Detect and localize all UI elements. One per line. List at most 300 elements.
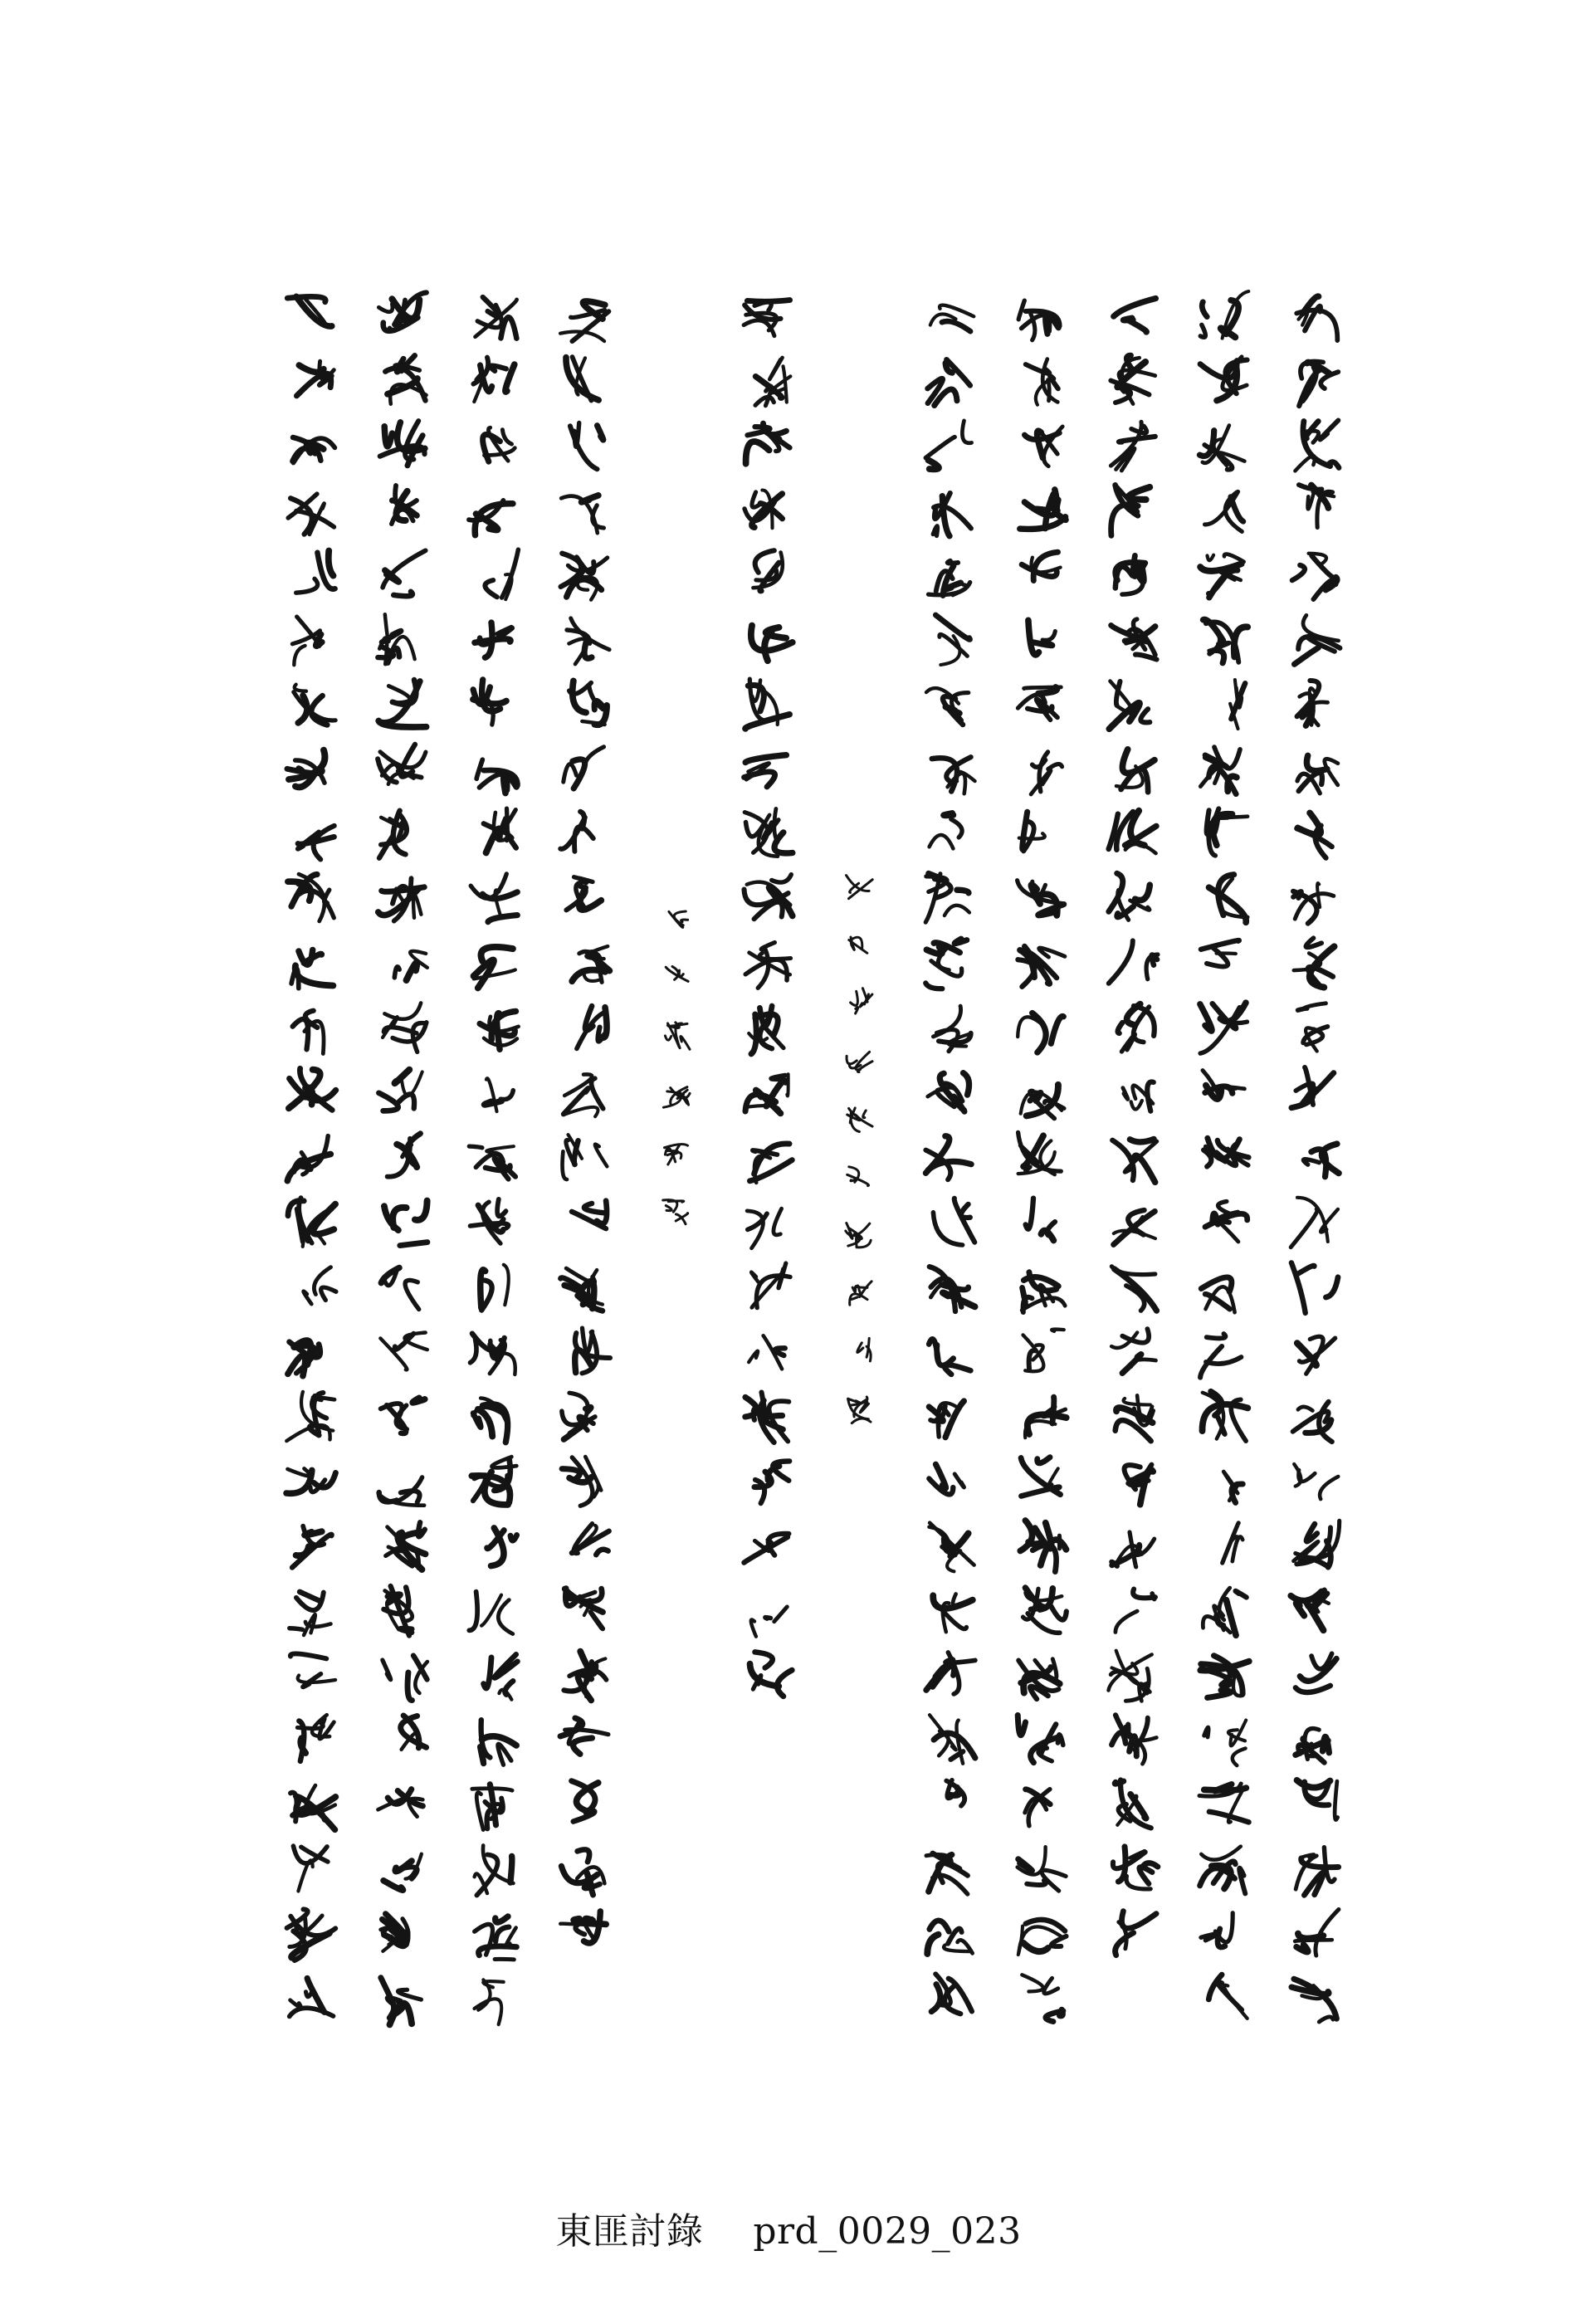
ink-stroke [954,1474,964,1487]
ink-stroke [1057,510,1066,520]
ink-stroke [1202,302,1207,317]
ink-stroke [751,1619,756,1636]
handwritten-character [847,876,873,899]
handwritten-character [848,1397,871,1423]
ink-stroke [315,634,322,646]
handwritten-character [1200,291,1248,339]
handwritten-character [287,1136,330,1181]
ink-stroke [381,1928,387,1933]
ink-stroke [476,1793,483,1830]
handwritten-character [471,874,517,922]
handwritten-character [1114,1210,1155,1245]
handwritten-character [1114,299,1156,333]
handwritten-character [560,1268,603,1311]
handwritten-character [925,1136,971,1179]
handwritten-character [286,1468,335,1493]
ink-stroke [1295,1940,1332,1941]
ink-stroke [564,764,577,783]
ink-stroke [496,1916,508,1922]
ink-stroke [1116,567,1132,588]
ink-stroke [1052,1397,1054,1423]
ink-stroke [510,1856,512,1882]
handwritten-character [1201,1913,1233,1947]
handwritten-character [474,947,515,988]
handwritten-character [932,757,975,793]
handwritten-character [378,293,427,331]
ink-stroke [1122,1355,1141,1374]
ink-stroke [927,1935,938,1954]
handwritten-character [1018,300,1059,340]
ink-stroke [1218,817,1247,818]
handwritten-character [469,1592,513,1634]
handwritten-character [1296,1728,1329,1762]
handwritten-character [1291,1979,1336,2022]
handwritten-character [926,688,969,725]
ink-stroke [856,1008,858,1013]
ink-stroke [1220,1003,1246,1022]
handwritten-character [1116,555,1145,594]
handwritten-character [847,1108,872,1132]
ink-stroke [1042,1870,1066,1891]
ink-stroke [413,1398,425,1403]
ink-stroke [1204,1727,1208,1737]
handwritten-character [1296,1653,1336,1692]
handwritten-character [1111,485,1150,535]
handwritten-character [1223,1472,1243,1502]
page-footer [0,2201,1577,2254]
handwritten-character [749,1006,784,1054]
handwritten-character [1200,1847,1246,1894]
ink-stroke [1048,764,1062,769]
ink-stroke [492,1457,517,1467]
ink-stroke [679,970,683,977]
handwritten-character [566,357,598,401]
document-title: 東匪討錄 [555,2210,704,2253]
ink-stroke [931,1985,940,2012]
ink-stroke [598,426,603,440]
handwritten-character [298,826,334,860]
ink-stroke [772,875,792,883]
ink-stroke [925,984,942,989]
manuscript-column [846,876,872,1423]
handwritten-character [1109,681,1150,730]
handwritten-character [561,496,603,533]
handwritten-character [930,813,962,849]
ink-stroke [1130,1139,1154,1142]
handwritten-character [745,1074,788,1113]
ink-stroke [863,1111,866,1118]
ink-stroke [775,1348,785,1355]
handwritten-character [926,1853,968,1894]
ink-stroke [1298,1407,1313,1411]
handwritten-character [1299,485,1334,527]
handwritten-character [287,750,325,788]
handwritten-character [378,878,425,920]
handwritten-character [378,1477,424,1506]
handwritten-character [380,1333,427,1370]
ink-stroke [298,1860,312,1891]
handwritten-character [560,301,608,341]
ink-stroke [583,1328,593,1352]
handwritten-character [1207,808,1247,855]
handwritten-character [1200,554,1243,598]
handwritten-character [930,1715,975,1764]
ink-stroke [304,1291,312,1304]
handwritten-character [481,1265,509,1311]
handwritten-character [1297,681,1328,725]
handwritten-character [564,1652,607,1701]
ink-stroke [942,321,970,331]
ink-stroke [745,1397,758,1417]
handwritten-character [401,1716,427,1750]
ink-stroke [1147,1082,1154,1111]
ink-stroke [469,1146,482,1148]
ink-stroke [1208,1690,1231,1697]
ink-stroke [1306,938,1321,947]
handwritten-character [484,1654,518,1699]
handwritten-character [1111,1267,1156,1311]
manuscript-column [469,297,519,2024]
handwritten-character [1116,749,1155,793]
ink-stroke [1140,709,1150,722]
ink-stroke [1112,1140,1134,1180]
handwritten-character [472,1784,512,1830]
handwritten-character [570,423,603,470]
ink-stroke [1116,1611,1137,1632]
handwritten-character [381,1267,418,1309]
handwritten-character [1116,1395,1154,1441]
handwritten-character [483,427,515,461]
handwritten-character [379,811,407,858]
page-code: prd_0029_023 [753,2210,1022,2253]
handwritten-character [1295,1910,1339,1956]
ink-stroke [774,1208,782,1235]
ink-stroke [591,1078,603,1108]
ink-stroke [595,1144,608,1166]
ink-stroke [1239,1868,1245,1894]
handwritten-character [747,1208,782,1248]
ink-stroke [1130,1736,1137,1756]
ink-stroke [1321,372,1338,388]
handwritten-character [1294,1521,1340,1567]
handwritten-character [745,943,790,989]
handwritten-character [1109,873,1150,920]
ink-stroke [415,1201,427,1220]
ink-stroke [398,1990,421,1999]
handwritten-character [1291,1590,1329,1630]
handwritten-character [1208,1975,1247,2019]
handwritten-character [475,1916,517,1960]
handwritten-character [669,911,688,927]
ink-stroke [1042,632,1055,641]
handwritten-character [288,494,334,535]
handwritten-character [383,550,426,596]
handwritten-character [1022,1975,1063,2021]
ink-stroke [383,550,426,588]
handwritten-character [1123,1082,1154,1111]
handwritten-character [1018,946,1065,987]
ink-stroke [407,963,417,980]
handwritten-character [1021,1085,1064,1119]
handwritten-character [473,1399,508,1443]
handwritten-character [846,1223,871,1247]
ink-stroke [321,1287,336,1300]
ink-stroke [1233,1749,1246,1766]
handwritten-character [383,1656,427,1701]
ink-stroke [400,1243,427,1246]
ink-stroke [469,1592,477,1631]
handwritten-character [751,1607,788,1637]
handwritten-character [1115,1780,1150,1828]
handwritten-character [930,1267,975,1311]
handwritten-character [1200,1656,1249,1698]
handwritten-character [475,1845,514,1895]
handwritten-character [925,421,971,469]
ink-stroke [585,1407,591,1412]
handwritten-character [297,1715,334,1761]
ink-stroke [860,1282,872,1297]
handwritten-character [475,1980,504,2024]
handwritten-character [928,1073,969,1112]
handwritten-character [485,549,518,599]
ink-stroke [1235,680,1238,701]
handwritten-character [933,1006,970,1052]
ink-stroke [1044,1978,1058,1994]
ink-stroke [1051,1017,1063,1044]
ink-stroke [1033,642,1052,645]
handwritten-character [849,937,867,953]
handwritten-character [1025,1789,1050,1826]
ink-stroke [747,300,789,302]
handwritten-character [386,1522,426,1570]
handwritten-character [1019,812,1045,851]
handwritten-character [946,1780,964,1806]
ink-stroke [1151,954,1157,964]
handwritten-character [1023,1588,1067,1633]
handwritten-character [751,1263,790,1308]
ink-stroke [1200,1004,1212,1031]
ink-stroke [1218,1982,1242,2010]
ink-stroke [926,1660,953,1691]
handwritten-character [745,875,793,920]
handwritten-character [1018,1716,1063,1763]
handwritten-character [753,550,782,591]
handwritten-character [1111,355,1155,403]
handwritten-character [751,626,793,661]
handwritten-character [850,1282,872,1305]
ink-stroke [290,2000,301,2008]
handwritten-character [471,1457,516,1505]
handwritten-character [1294,938,1335,987]
handwritten-character [755,358,790,406]
handwritten-character [929,1464,964,1494]
ink-stroke [300,1592,320,1601]
ink-stroke [1128,320,1147,333]
handwritten-character [487,1528,517,1566]
ink-stroke [497,1199,505,1216]
ink-stroke [1298,1934,1324,1939]
handwritten-character [292,617,322,665]
ink-stroke [1117,906,1134,917]
handwritten-character [1031,752,1062,794]
ink-stroke [378,304,393,312]
ink-stroke [749,1351,758,1363]
ink-stroke [1298,1008,1307,1010]
ink-stroke [1316,1910,1339,1956]
ink-stroke [1296,1603,1305,1615]
ink-stroke [1131,1101,1142,1110]
handwritten-character [1112,1139,1157,1182]
ink-stroke [1292,565,1305,580]
ink-stroke [933,1213,962,1245]
ink-stroke [1130,811,1145,846]
handwritten-character [572,1781,598,1822]
handwritten-character [563,1135,608,1179]
ink-stroke [1123,1088,1128,1100]
ink-stroke [753,1150,778,1155]
ink-stroke [505,1928,515,1947]
ink-stroke [1060,2009,1063,2015]
ink-stroke [573,681,586,712]
handwritten-character [851,989,872,1013]
handwritten-character [1297,1336,1335,1374]
handwritten-character [288,1340,320,1376]
handwritten-character [480,1011,519,1049]
ink-stroke [1218,1202,1232,1215]
manuscript-column [744,300,793,1697]
handwritten-character [378,745,426,784]
handwritten-character [473,358,514,402]
ink-stroke [925,437,954,458]
handwritten-character [296,361,334,396]
handwritten-character [484,808,516,852]
ink-stroke [1140,1867,1153,1883]
ink-stroke [666,1206,671,1211]
handwritten-character [746,423,790,464]
ink-stroke [384,427,392,447]
ink-stroke [1326,1277,1338,1297]
ink-stroke [1317,883,1320,907]
handwritten-character [293,1011,324,1054]
handwritten-character [290,1979,334,2017]
ink-stroke [1236,1591,1247,1598]
handwritten-character [481,1720,517,1765]
ink-stroke [1039,948,1065,957]
ink-stroke [1134,1007,1150,1042]
ink-stroke [1143,1863,1158,1867]
handwritten-character [1200,357,1247,401]
ink-stroke [484,1658,491,1688]
ink-stroke [379,1492,397,1502]
ink-stroke [1023,1943,1048,1951]
handwritten-character [392,486,417,524]
handwritten-character [1296,813,1331,857]
handwritten-character [745,679,789,729]
ink-stroke [473,1413,481,1428]
ink-stroke [1018,1716,1025,1736]
ink-stroke [502,430,511,444]
handwritten-character [744,300,790,336]
ink-stroke [1320,420,1338,439]
handwritten-character [1018,1132,1062,1174]
handwritten-character [294,685,335,725]
ink-stroke [408,1672,412,1701]
ink-stroke [1296,1266,1314,1275]
ink-stroke [574,423,579,447]
ink-stroke [847,1056,857,1063]
ink-stroke [378,1093,398,1111]
ink-stroke [584,1204,605,1213]
ink-stroke [1109,940,1133,983]
handwritten-character [857,1338,871,1361]
handwritten-character [383,1586,412,1636]
handwritten-character [749,1144,792,1183]
handwritten-character [383,1854,422,1891]
ink-stroke [774,1607,788,1622]
ink-stroke [1319,2017,1333,2022]
ink-stroke [290,1628,303,1630]
ink-stroke [504,1265,509,1305]
ink-stroke [498,1600,512,1634]
ink-stroke [746,442,769,464]
ink-stroke [560,1718,583,1736]
handwritten-character [1111,422,1155,471]
ink-stroke [1033,760,1046,767]
ink-stroke [294,646,305,665]
handwritten-character [473,680,506,725]
ink-stroke [945,906,969,915]
handwritten-character [931,1974,972,2014]
handwritten-character [304,1267,336,1304]
handwritten-character [469,1146,515,1179]
ink-stroke [852,1287,855,1292]
ink-stroke [1128,487,1150,500]
handwritten-character [750,1652,793,1696]
handwritten-character [1201,1277,1234,1312]
ink-stroke [961,1204,970,1218]
ink-stroke [851,1179,856,1181]
ink-stroke [510,1536,517,1541]
handwritten-character [1024,427,1062,466]
handwritten-character [560,1718,608,1754]
ink-stroke [485,1101,502,1105]
handwritten-character [293,1846,328,1891]
handwritten-character [1203,1071,1244,1099]
handwritten-character [1223,1523,1243,1563]
ink-stroke [1306,1524,1317,1541]
handwritten-character [1200,1003,1247,1053]
ink-stroke [928,460,939,469]
handwritten-character [290,1592,331,1635]
ink-stroke [665,1036,671,1040]
ink-stroke [1038,1457,1050,1463]
ink-stroke [586,747,604,762]
handwritten-character [290,1653,335,1687]
ink-stroke [1207,1334,1226,1338]
ink-stroke [383,1881,403,1891]
handwritten-character [560,1911,606,1943]
manuscript-column [925,305,975,2014]
handwritten-character [572,1524,609,1555]
ink-stroke [769,1401,789,1441]
handwritten-character [378,1070,422,1111]
ink-stroke [851,991,858,1005]
handwritten-character [572,946,609,982]
handwritten-character [287,296,332,326]
handwritten-character [1291,1262,1338,1313]
handwritten-character [933,493,971,536]
ink-stroke [944,813,954,816]
